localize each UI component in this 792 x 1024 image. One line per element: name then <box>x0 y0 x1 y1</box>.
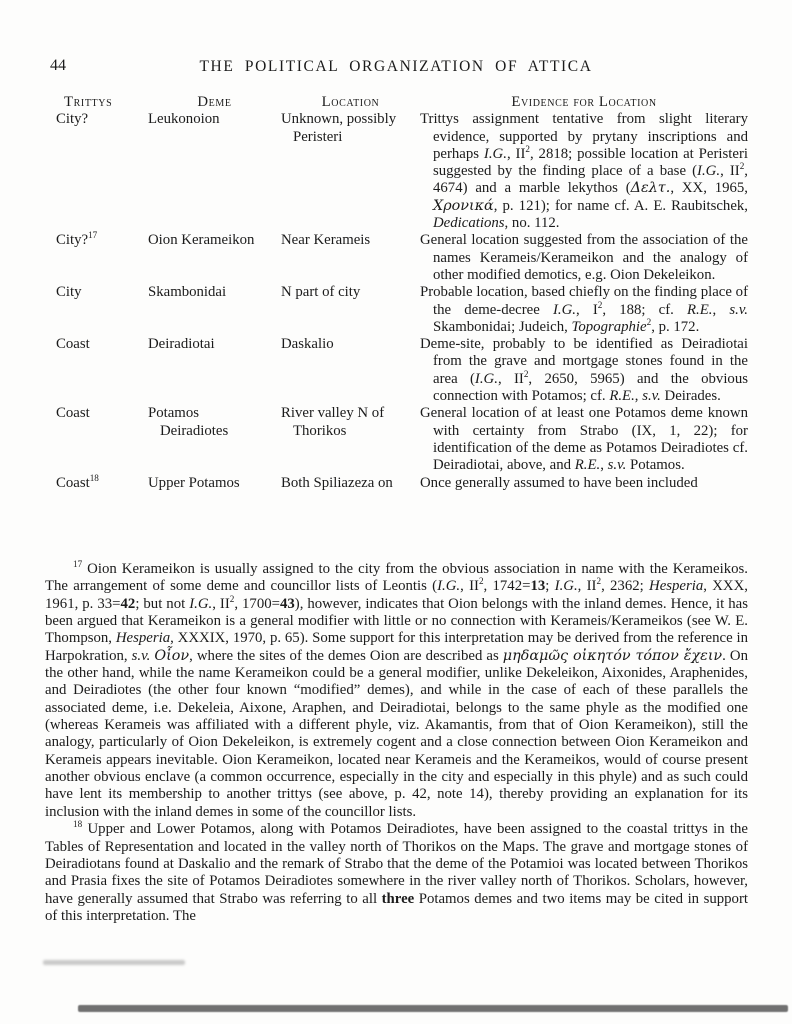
cell-deme: Deiradiotai <box>148 336 215 353</box>
table-row <box>56 472 748 492</box>
cell-trittys: Coast$^{18}$ <box>56 472 99 491</box>
cell-evidence: General location of at least one Potamos deme known with certainty from Strabo (IX, 1, 22); for identification of the deme as Potamos Deiradiotes cf. Deiradiotai, above, and R.E., s.v. Potamos. <box>420 405 748 474</box>
cell-evidence: Trittys assignment tentative from slight literary evidence, supported by prytany inscriptions and perhaps I.G., $II^2$, 2818; possible location at Peristeri suggested by the finding place of a base (I.G., $II^2$, 4674) and a marble lekythos (Δελτ., XX, 1965, Χρονικά, p. 121); for name cf. A. E. Raubitschek, Dedications, no. 112. <box>420 111 748 232</box>
cell-trittys: Coast <box>56 405 90 422</box>
print-smudge-artifact <box>43 960 185 965</box>
running-title: THE POLITICAL ORGANIZATION OF ATTICA <box>199 58 593 75</box>
cell-location: Near Kerameis <box>281 232 371 249</box>
table-row <box>56 111 748 232</box>
cell-location: Both Spiliazeza on <box>281 474 393 491</box>
cell-deme: Oion Kerameikon <box>148 232 255 249</box>
cell-trittys: City? <box>56 111 89 128</box>
cell-deme: Potamos Deiradiotes <box>148 405 229 439</box>
cell-evidence: Once generally assumed to have been included <box>420 474 698 491</box>
table-row <box>56 405 748 474</box>
cell-evidence: General location suggested from the association of the names Kerameis/Kerameikon and the analogy of other modified demotics, e.g. Oion Dekeleikon. <box>420 232 748 283</box>
table-row <box>56 284 748 336</box>
cell-evidence: Probable location, based chiefly on the finding place of the deme-decree I.G., $I^2$, 188; cf. R.E., s.v. Skambonidai; Judeich, Topographie$^2$, p. 172. <box>420 284 748 335</box>
cell-trittys: City?$^{17}$ <box>56 230 98 249</box>
cell-trittys: City <box>56 284 82 301</box>
cell-trittys: Coast <box>56 336 90 353</box>
cell-location: N part of city <box>281 284 361 301</box>
cell-location: Unknown, possibly Peristeri <box>281 111 397 145</box>
page-number: 44 <box>50 57 66 74</box>
scan-edge-bar-artifact <box>78 1005 788 1012</box>
cell-location: Daskalio <box>281 336 334 353</box>
table-row <box>56 336 748 405</box>
footnote-17: $^{17}$ Oion Kerameikon is usually assigned to the city from the obvious association in name with the Kerameikos. The arrangement of some deme and councillor lists of Leontis (I.G., $II^2$, 1742=13; I.G., $II^2$, 2362; Hesperia, XXX, 1961, p. 33=42; but not I.G., $II^2$, 1700=43), however, indicates that Oion belongs with the inland demes. Hence, it has been argued that Kerameikon is a general modifier with little or no connection with Kerameis/Kerameikos (see W. E. Thompson, Hesperia, XXXIX, 1970, p. 65). Some support for this interpretation may be derived from the reference in Harpokration, s.v. Οἷον, where the sites of the demes Oion are described as μηδαμῶς οἰκητόν τόπον ἔχειν. On the other hand, while the name Kerameikon could be a general modifier, unlike Dekeleikon, Aixonides, Araphenides, and Deiradiotes (the other four known “modified” demes), and while in the case of each of these parallels the associated deme, i.e. Dekeleia, Aixone, Araphen, and Deiradiotai, belongs to the same phyle as the modified one (whereas Kerameis was affiliated with a different phyle, viz. Akamantis, from that of Oion Kerameikon), still the analogy, particularly of Oion Dekeleikon, is extremely cogent and a close connection between Oion Kerameikon and Kerameis appears inevitable. Oion Kerameikon, located near Kerameis and the Kerameikos, would of course present another obvious enclave (a common occurrence, especially in the city and especially in this phyle) and as such could have lent its membership to another trittys (see above, p. 42, note 14), thereby providing an explanation for its inclusion with the inland demes in some of the councillor lists. <box>45 559 749 820</box>
cell-evidence: Deme-site, probably to be identified as Deiradiotai from the grave and mortgage stones found in the area (I.G., $II^2$, 2650, 5965) and the obvious connection with Potamos; cf. R.E., s.v. Deirades. <box>420 336 748 405</box>
cell-deme: Upper Potamos <box>148 474 240 491</box>
table-row <box>56 232 748 284</box>
cell-deme: Skambonidai <box>148 284 227 301</box>
column-header-deme: Deme <box>197 94 232 110</box>
column-header-trittys: Trittys <box>64 94 113 110</box>
cell-deme: Leukonoion <box>148 111 220 128</box>
column-header-evidence: Evidence for Location <box>511 94 657 110</box>
cell-location: River valley N of Thorikos <box>281 405 385 439</box>
footnote-18: $^{18}$ Upper and Lower Potamos, along with Potamos Deiradiotes, have been assigned to the coastal trittys in the Tables of Representation and located in the valley north of Thorikos on the Maps. The grave and mortgage stones of Deiradiotans found at Daskalio and the remark of Strabo that the deme of the Potamioi was located between Thorikos and Prasia fixes the site of Potamos Deiradiotes somewhere in the river valley north of Thorikos. Scholars, however, have generally assumed that Strabo was referring to all three Potamos demes and two items may be cited in support of this interpretation. The <box>45 819 748 924</box>
footnotes-section <box>45 561 748 925</box>
column-header-location: Location <box>321 94 380 110</box>
table-header-row <box>56 94 748 111</box>
demes-table <box>56 94 748 492</box>
